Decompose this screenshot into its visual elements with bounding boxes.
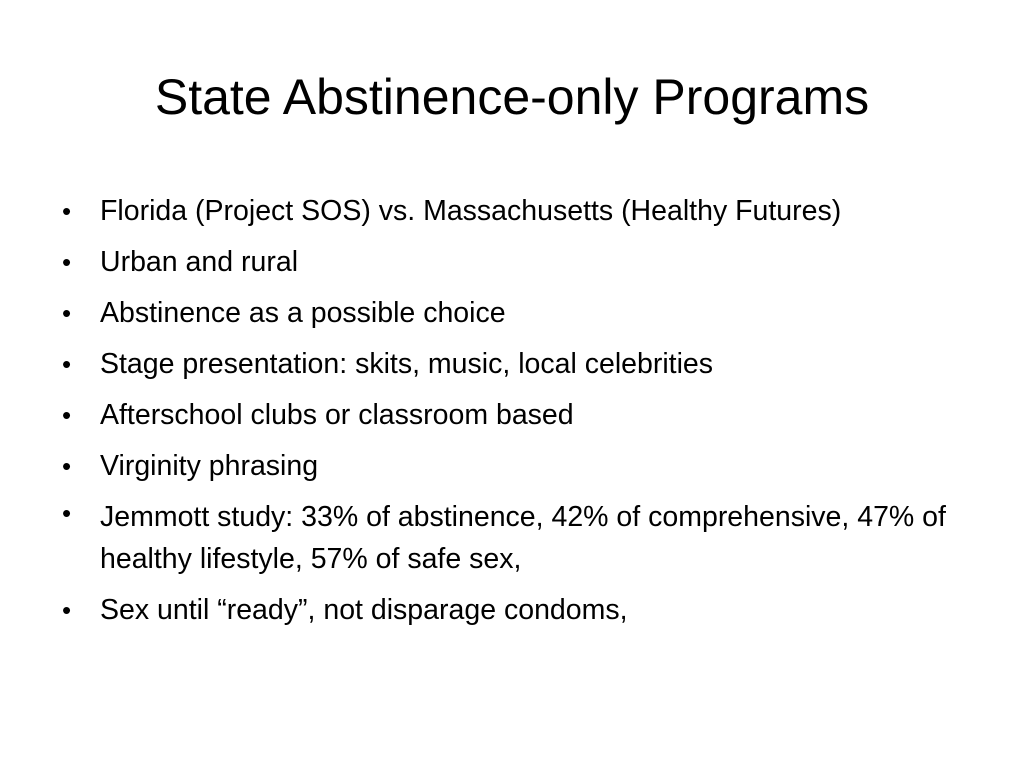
bullet-text: Abstinence as a possible choice [100,297,506,329]
bullet-item [58,585,988,636]
bullet-item [58,186,988,237]
bullet-text: Jemmott study: 33% of abstinence, 42% of comprehensive, 47% of healthy lifestyle, 57% of safe sex, [100,501,946,575]
bullet-icon: • [62,595,72,625]
bullet-item [58,441,988,492]
slide-title: State Abstinence-only Programs [154,69,870,125]
bullet-text: Virginity phrasing [100,450,319,482]
bullet-icon: • [62,298,72,328]
bullet-text: Afterschool clubs or classroom based [100,399,574,431]
bullet-item [58,492,988,585]
bullet-text: Sex until “ready”, not disparage condoms, [100,594,628,626]
bullet-item [58,237,988,288]
bullet-icon: • [62,196,72,226]
bullet-list [58,186,988,636]
bullet-icon: • [62,349,72,379]
bullet-text: Urban and rural [100,246,299,278]
bullet-icon: • [62,247,72,277]
bullet-item [58,390,988,441]
bullet-text: Stage presentation: skits, music, local celebrities [100,348,714,380]
bullet-text: Florida (Project SOS) vs. Massachusetts (Healthy Futures) [100,195,842,227]
bullet-icon: • [62,400,72,430]
bullet-item [58,288,988,339]
bullet-item [58,339,988,390]
bullet-icon: • [62,498,72,528]
bullet-icon: • [62,451,72,481]
